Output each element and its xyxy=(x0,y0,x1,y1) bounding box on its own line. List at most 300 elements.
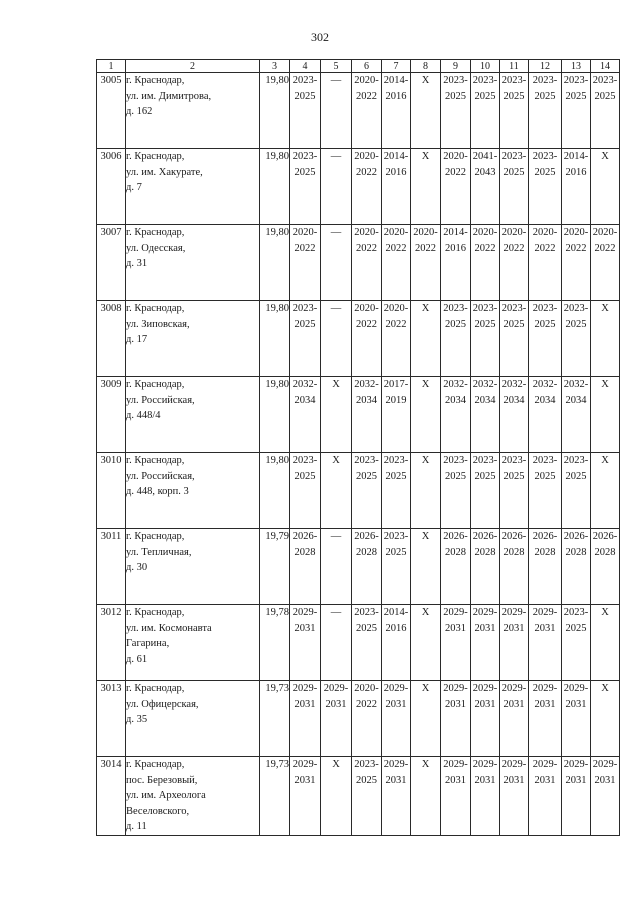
period-cell xyxy=(471,757,500,836)
period-line: 2029- xyxy=(532,759,558,770)
address-line: ул. им. Космонавта xyxy=(126,622,212,634)
period-line: 2023- xyxy=(501,455,527,466)
period-line: 2023- xyxy=(501,75,527,86)
table-row xyxy=(97,301,620,377)
period-line: 2029- xyxy=(472,607,498,618)
period-line: 2034 xyxy=(474,394,496,406)
address-line: д. 11 xyxy=(126,821,147,832)
period-line: 2023- xyxy=(532,151,558,162)
period-line: 2029- xyxy=(472,683,498,694)
period-cell xyxy=(290,377,321,453)
period-line: 2029- xyxy=(443,683,468,694)
address-line: ул. Российская, xyxy=(126,470,195,482)
period-cell xyxy=(529,757,562,836)
value-cell: 19,73 xyxy=(260,681,290,757)
period-cell xyxy=(352,605,382,681)
period-line: 2034 xyxy=(294,394,316,406)
period-cell xyxy=(411,681,441,757)
address-line: г. Краснодар, xyxy=(126,75,185,86)
row-number: 3011 xyxy=(97,529,126,605)
period-line: 2026- xyxy=(563,531,589,542)
address-cell xyxy=(126,73,260,149)
period-cell xyxy=(441,225,471,301)
period-line: 2023- xyxy=(383,531,409,542)
period-cell xyxy=(441,301,471,377)
period-line: 2031 xyxy=(445,774,466,786)
period-cell xyxy=(382,605,411,681)
period-line: 2022 xyxy=(565,242,587,254)
period-line: X xyxy=(332,379,340,390)
period-line: 2023- xyxy=(292,151,318,162)
period-line: 2025 xyxy=(474,90,496,102)
period-line: 2025 xyxy=(385,546,407,558)
period-line: 2025 xyxy=(294,470,316,482)
period-cell xyxy=(352,73,382,149)
period-cell xyxy=(529,605,562,681)
period-cell xyxy=(411,149,441,225)
header-cell: 2 xyxy=(126,60,260,73)
address-line: ул. Российская, xyxy=(126,394,195,406)
header-cell: 7 xyxy=(382,60,411,73)
period-cell xyxy=(562,149,591,225)
period-cell xyxy=(321,605,352,681)
row-number: 3008 xyxy=(97,301,126,377)
period-cell xyxy=(411,73,441,149)
header-cell: 9 xyxy=(441,60,471,73)
address-line: Гагарина, xyxy=(126,638,170,649)
period-line: 2023- xyxy=(563,303,589,314)
period-line: 2034 xyxy=(356,394,377,406)
period-line: 2029- xyxy=(563,683,589,694)
period-line: 2029- xyxy=(383,683,409,694)
period-line: X xyxy=(421,379,430,390)
period-cell xyxy=(591,149,620,225)
period-cell xyxy=(382,225,411,301)
period-line: 2029- xyxy=(592,759,618,770)
period-line: — xyxy=(330,75,342,86)
period-line: X xyxy=(421,683,430,694)
period-cell xyxy=(471,225,500,301)
period-line: 2031 xyxy=(503,622,525,634)
period-line: 2031 xyxy=(503,698,525,710)
address-line: Веселовского, xyxy=(126,805,190,817)
period-cell xyxy=(471,605,500,681)
period-line: 2025 xyxy=(294,166,316,178)
period-cell xyxy=(290,301,321,377)
period-line: 2034 xyxy=(565,394,587,406)
period-cell xyxy=(500,73,529,149)
period-cell xyxy=(500,605,529,681)
period-cell xyxy=(382,529,411,605)
address-line: пос. Березовый, xyxy=(126,774,198,786)
period-cell xyxy=(411,301,441,377)
period-cell xyxy=(471,149,500,225)
period-cell xyxy=(500,529,529,605)
period-line: 2025 xyxy=(445,470,466,482)
period-line: — xyxy=(330,607,342,618)
period-cell xyxy=(591,757,620,836)
period-line: 2016 xyxy=(565,166,587,178)
period-line: 2028 xyxy=(503,546,525,558)
row-number: 3014 xyxy=(97,757,126,836)
period-line: 2023- xyxy=(592,75,618,86)
period-cell xyxy=(591,377,620,453)
period-line: 2031 xyxy=(534,622,556,634)
period-line: 2025 xyxy=(474,470,496,482)
period-line: 2025 xyxy=(565,470,587,482)
period-cell xyxy=(290,757,321,836)
period-line: 2025 xyxy=(565,622,587,634)
period-line: 2029- xyxy=(501,759,527,770)
period-line: 2014- xyxy=(443,227,468,238)
address-cell xyxy=(126,529,260,605)
period-line: X xyxy=(421,151,430,162)
period-line: 2026- xyxy=(501,531,527,542)
header-cell: 13 xyxy=(562,60,591,73)
period-cell xyxy=(500,377,529,453)
address-cell xyxy=(126,377,260,453)
header-cell: 8 xyxy=(411,60,441,73)
period-cell xyxy=(529,453,562,529)
period-line: 2034 xyxy=(534,394,556,406)
period-cell xyxy=(382,453,411,529)
period-cell xyxy=(500,453,529,529)
period-cell xyxy=(441,605,471,681)
address-line: ул. Одесская, xyxy=(126,242,186,254)
period-cell xyxy=(471,453,500,529)
period-line: 2025 xyxy=(503,90,525,102)
table-row xyxy=(97,377,620,453)
value-cell: 19,80 xyxy=(260,73,290,149)
period-line: 2029- xyxy=(323,683,349,694)
address-cell xyxy=(126,149,260,225)
row-number: 3012 xyxy=(97,605,126,681)
address-cell xyxy=(126,757,260,836)
period-cell xyxy=(500,149,529,225)
table-row xyxy=(97,605,620,681)
value-cell: 19,80 xyxy=(260,149,290,225)
period-line: 2023- xyxy=(501,303,527,314)
table-row xyxy=(97,225,620,301)
period-line: X xyxy=(601,303,609,314)
period-line: 2023- xyxy=(383,455,409,466)
period-cell xyxy=(290,453,321,529)
address-line: г. Краснодар, xyxy=(126,151,185,162)
period-line: 2025 xyxy=(294,318,316,330)
period-cell xyxy=(562,453,591,529)
address-line: д. 61 xyxy=(126,653,148,665)
period-line: 2031 xyxy=(503,774,525,786)
period-line: 2023- xyxy=(563,455,589,466)
table-row xyxy=(97,757,620,836)
page-number: 302 xyxy=(311,30,329,44)
header-cell: 1 xyxy=(97,60,126,73)
period-line: 2032- xyxy=(443,379,468,390)
period-line: X xyxy=(601,455,609,466)
header-cell: 5 xyxy=(321,60,352,73)
period-line: 2043 xyxy=(474,166,496,178)
address-line: ул. им. Археолога xyxy=(126,790,206,801)
period-line: 2023- xyxy=(443,75,468,86)
table-header-row xyxy=(97,60,620,73)
table-row xyxy=(97,73,620,149)
period-line: 2028 xyxy=(594,546,616,558)
period-cell xyxy=(321,73,352,149)
period-cell xyxy=(529,529,562,605)
address-line: д. 30 xyxy=(126,562,148,573)
period-cell xyxy=(411,757,441,836)
period-cell xyxy=(562,73,591,149)
period-line: 2031 xyxy=(385,698,407,710)
period-line: 2031 xyxy=(565,774,587,786)
address-cell xyxy=(126,301,260,377)
period-line: 2016 xyxy=(385,166,407,178)
table-row xyxy=(97,529,620,605)
period-line: 2029- xyxy=(443,607,468,618)
period-line: 2026- xyxy=(292,531,318,542)
address-line: ул. Офицерская, xyxy=(126,698,199,710)
period-line: 2025 xyxy=(503,470,525,482)
address-line: ул. Тепличная, xyxy=(126,546,192,558)
header-cell: 4 xyxy=(290,60,321,73)
period-cell xyxy=(290,681,321,757)
address-line: г. Краснодар, xyxy=(126,303,185,314)
table-row xyxy=(97,149,620,225)
period-line: 2025 xyxy=(356,470,377,482)
period-cell xyxy=(562,605,591,681)
period-line: 2031 xyxy=(594,774,616,786)
address-line: ул. Зиповская, xyxy=(126,318,190,330)
address-line: д. 7 xyxy=(126,182,142,193)
period-line: — xyxy=(330,151,342,162)
period-cell xyxy=(500,225,529,301)
period-line: 2016 xyxy=(385,90,407,102)
header-cell: 11 xyxy=(500,60,529,73)
period-line: 2026- xyxy=(472,531,498,542)
period-line: 2023- xyxy=(532,75,558,86)
period-line: 2020- xyxy=(383,303,409,314)
period-line: 2020- xyxy=(472,227,498,238)
period-cell xyxy=(562,757,591,836)
period-cell xyxy=(290,149,321,225)
period-line: 2022 xyxy=(474,242,496,254)
period-cell xyxy=(321,149,352,225)
period-cell xyxy=(591,681,620,757)
period-line: 2014- xyxy=(383,607,409,618)
period-line: 2022 xyxy=(356,242,377,254)
period-line: 2014- xyxy=(383,151,409,162)
period-cell xyxy=(441,149,471,225)
period-line: 2025 xyxy=(534,90,556,102)
period-cell xyxy=(411,605,441,681)
period-line: 2031 xyxy=(445,622,466,634)
period-line: 2028 xyxy=(565,546,587,558)
period-line: 2031 xyxy=(474,774,496,786)
period-cell xyxy=(321,757,352,836)
period-line: 2020- xyxy=(532,227,558,238)
header-cell: 12 xyxy=(529,60,562,73)
address-line: г. Краснодар, xyxy=(126,683,185,694)
period-cell xyxy=(382,377,411,453)
period-line: 2016 xyxy=(385,622,407,634)
period-line: 2029- xyxy=(532,607,558,618)
period-cell xyxy=(529,301,562,377)
period-line: 2014- xyxy=(383,75,409,86)
period-line: 2023- xyxy=(563,75,589,86)
period-line: 2031 xyxy=(474,698,496,710)
period-cell xyxy=(321,453,352,529)
period-line: X xyxy=(421,455,430,466)
period-line: 2025 xyxy=(385,470,407,482)
period-line: 2025 xyxy=(503,166,525,178)
period-line: 2025 xyxy=(474,318,496,330)
address-line: г. Краснодар, xyxy=(126,531,185,542)
period-line: 2023- xyxy=(501,151,527,162)
period-cell xyxy=(441,377,471,453)
period-line: 2029- xyxy=(292,759,318,770)
period-line: 2028 xyxy=(356,546,377,558)
address-cell xyxy=(126,225,260,301)
period-line: X xyxy=(421,531,430,542)
period-line: X xyxy=(601,151,609,162)
period-line: 2022 xyxy=(356,318,377,330)
period-line: 2020- xyxy=(354,151,379,162)
row-number: 3013 xyxy=(97,681,126,757)
period-line: 2032- xyxy=(563,379,589,390)
period-cell xyxy=(529,377,562,453)
header-cell: 10 xyxy=(471,60,500,73)
period-line: 2023- xyxy=(472,75,498,86)
table-row xyxy=(97,681,620,757)
period-line: 2022 xyxy=(356,166,377,178)
period-line: X xyxy=(601,379,609,390)
period-line: 2031 xyxy=(534,698,556,710)
period-line: 2019 xyxy=(385,394,407,406)
period-cell xyxy=(382,301,411,377)
period-line: X xyxy=(421,759,430,770)
period-cell xyxy=(290,529,321,605)
period-line: 2023- xyxy=(443,455,468,466)
period-cell xyxy=(529,681,562,757)
period-line: X xyxy=(421,607,430,618)
period-line: 2025 xyxy=(565,90,587,102)
period-line: X xyxy=(601,683,609,694)
period-line: 2020- xyxy=(354,75,379,86)
period-cell xyxy=(471,529,500,605)
row-number: 3010 xyxy=(97,453,126,529)
period-line: 2026- xyxy=(532,531,558,542)
period-line: 2032- xyxy=(501,379,527,390)
period-line: 2026- xyxy=(592,531,618,542)
period-cell xyxy=(411,225,441,301)
period-cell xyxy=(382,757,411,836)
address-line: д. 35 xyxy=(126,714,148,725)
period-line: X xyxy=(421,303,430,314)
period-cell xyxy=(591,605,620,681)
period-line: — xyxy=(330,531,342,542)
period-cell xyxy=(529,149,562,225)
period-line: 2025 xyxy=(594,90,616,102)
period-cell xyxy=(290,225,321,301)
period-line: 2020- xyxy=(413,227,438,238)
period-line: 2020- xyxy=(563,227,589,238)
address-line: ул. им. Димитрова, xyxy=(126,90,212,102)
period-cell xyxy=(321,301,352,377)
period-line: 2014- xyxy=(563,151,589,162)
period-cell xyxy=(441,73,471,149)
period-line: 2025 xyxy=(534,470,556,482)
period-cell xyxy=(500,757,529,836)
period-cell xyxy=(562,377,591,453)
address-line: г. Краснодар, xyxy=(126,379,185,390)
period-cell xyxy=(352,149,382,225)
period-line: 2023- xyxy=(292,455,318,466)
address-line: д. 448/4 xyxy=(126,410,161,421)
data-table xyxy=(96,59,620,836)
header-cell: 3 xyxy=(260,60,290,73)
period-line: 2025 xyxy=(356,774,377,786)
period-line: 2023- xyxy=(563,607,589,618)
period-line: 2023- xyxy=(532,303,558,314)
period-cell xyxy=(290,605,321,681)
header-cell: 14 xyxy=(591,60,620,73)
period-line: 2020- xyxy=(501,227,527,238)
period-line: 2025 xyxy=(534,166,556,178)
row-number: 3007 xyxy=(97,225,126,301)
period-cell xyxy=(352,301,382,377)
period-line: 2029- xyxy=(563,759,589,770)
period-line: 2026- xyxy=(443,531,468,542)
period-line: 2025 xyxy=(294,90,316,102)
period-line: 2031 xyxy=(325,698,347,710)
period-cell xyxy=(471,73,500,149)
address-line: д. 162 xyxy=(126,106,153,117)
period-line: 2031 xyxy=(534,774,556,786)
period-cell xyxy=(352,377,382,453)
period-line: — xyxy=(330,303,342,314)
period-cell xyxy=(382,73,411,149)
period-cell xyxy=(441,757,471,836)
period-cell xyxy=(591,225,620,301)
address-line: д. 448, корп. 3 xyxy=(126,486,189,497)
period-line: 2023- xyxy=(354,759,379,770)
period-line: 2020- xyxy=(354,227,379,238)
value-cell: 19,73 xyxy=(260,757,290,836)
period-line: 2029- xyxy=(501,683,527,694)
period-line: 2028 xyxy=(474,546,496,558)
period-cell xyxy=(321,681,352,757)
period-line: 2025 xyxy=(445,90,466,102)
period-line: 2022 xyxy=(385,242,407,254)
period-cell xyxy=(562,681,591,757)
period-cell xyxy=(500,301,529,377)
period-line: 2029- xyxy=(501,607,527,618)
period-line: 2023- xyxy=(354,455,379,466)
period-line: 2031 xyxy=(294,622,316,634)
period-line: 2023- xyxy=(443,303,468,314)
period-cell xyxy=(471,681,500,757)
period-line: 2020- xyxy=(592,227,618,238)
address-cell xyxy=(126,681,260,757)
period-line: 2029- xyxy=(292,607,318,618)
period-line: 2023- xyxy=(292,303,318,314)
period-cell xyxy=(382,681,411,757)
period-cell xyxy=(290,73,321,149)
period-cell xyxy=(411,377,441,453)
table-row xyxy=(97,453,620,529)
period-line: 2034 xyxy=(503,394,525,406)
header-cell: 6 xyxy=(352,60,382,73)
